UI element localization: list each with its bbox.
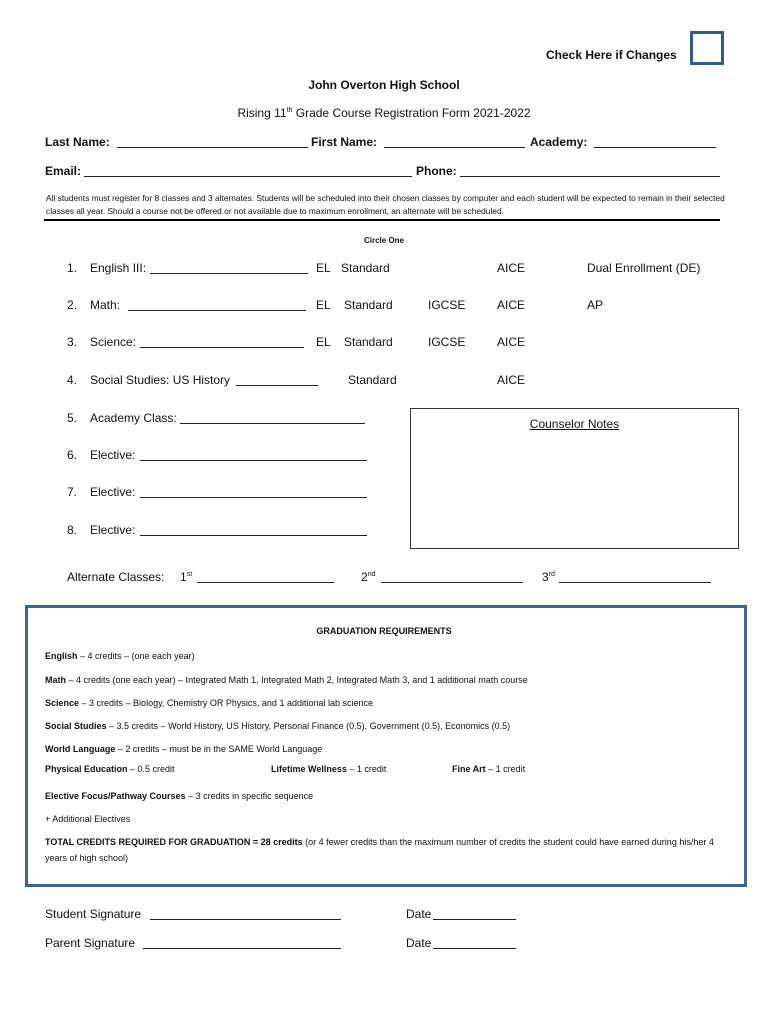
req-total-credits: TOTAL CREDITS REQUIRED FOR GRADUATION = 28 credits (or 4 fewer credits than the maximum number of credits the student could have earned during his/her 4 years of high school) — [45, 837, 714, 863]
course-number: 8. — [67, 523, 78, 537]
school-name: John Overton High School — [308, 78, 460, 92]
course-field[interactable] — [180, 412, 365, 424]
check-changes-label: Check Here if Changes — [546, 48, 677, 62]
form-title: Rising 11th Grade Course Registration Form 2021-2022 — [237, 106, 531, 120]
req-fine-art: Fine Art – 1 credit — [452, 764, 526, 774]
course-field[interactable] — [150, 262, 308, 274]
req-elective-focus: Elective Focus/Pathway Courses – 3 credits in specific sequence — [45, 791, 314, 801]
alternate-3-field[interactable] — [559, 571, 711, 583]
last-name-label: Last Name: — [45, 135, 110, 149]
course-field[interactable] — [128, 299, 306, 311]
course-label: Elective: — [90, 448, 136, 462]
option-el[interactable]: EL — [316, 298, 331, 312]
course-number: 1. — [67, 261, 78, 275]
counselor-notes-title: Counselor Notes — [529, 417, 620, 431]
req-lifetime-wellness: Lifetime Wellness – 1 credit — [271, 764, 387, 774]
option-el[interactable]: EL — [316, 335, 331, 349]
option-aice[interactable]: AICE — [497, 298, 526, 312]
alternate-1-label: 1st — [180, 570, 193, 584]
req-english: English – 4 credits – (one each year) — [45, 651, 195, 661]
email-field[interactable] — [84, 165, 412, 177]
course-number: 7. — [67, 485, 78, 499]
alternate-3-label: 3rd — [542, 570, 555, 584]
course-field[interactable] — [236, 374, 318, 386]
academy-label: Academy: — [530, 135, 588, 149]
divider — [44, 219, 720, 221]
phone-label: Phone: — [416, 164, 457, 178]
course-label: Math: — [90, 298, 121, 312]
phone-field[interactable] — [460, 165, 720, 177]
circle-one-label: Circle One — [363, 236, 404, 245]
course-label: Elective: — [90, 485, 136, 499]
course-label: Academy Class: — [90, 411, 177, 425]
parent-date-label: Date — [406, 936, 432, 950]
req-math: Math – 4 credits (one each year) – Integrated Math 1, Integrated Math 2, Integrated Math 3, and 1 additional math course — [45, 675, 528, 685]
course-number: 2. — [67, 298, 78, 312]
course-label: English III: — [90, 261, 147, 275]
alternate-1-field[interactable] — [197, 571, 334, 583]
first-name-label: First Name: — [311, 135, 378, 149]
option-aice[interactable]: AICE — [497, 261, 526, 275]
alternates-label: Alternate Classes: — [67, 570, 165, 584]
option-aice[interactable]: AICE — [497, 335, 526, 349]
counselor-notes-box[interactable] — [410, 408, 739, 549]
req-science: Science – 3 credits – Biology, Chemistry OR Physics, and 1 additional lab science — [45, 698, 374, 708]
course-number: 5. — [67, 411, 78, 425]
option-ap[interactable]: AP — [587, 298, 604, 312]
option-aice[interactable]: AICE — [497, 373, 526, 387]
student-signature-field[interactable] — [150, 908, 341, 920]
course-label: Science: — [90, 335, 137, 349]
option-standard[interactable]: Standard — [344, 335, 393, 349]
email-label: Email: — [45, 164, 82, 178]
option-igcse[interactable]: IGCSE — [428, 298, 466, 312]
option-standard[interactable]: Standard — [344, 298, 393, 312]
req-world-language: World Language – 2 credits – must be in the SAME World Language — [45, 744, 323, 754]
req-social-studies: Social Studies – 3.5 credits – World History, US History, Personal Finance (0.5), Government (0.5), Economics (0.5) — [45, 721, 511, 731]
parent-date-field[interactable] — [433, 937, 516, 949]
option-dual-enrollment[interactable]: Dual Enrollment (DE) — [587, 261, 701, 275]
course-field[interactable] — [140, 449, 367, 461]
req-additional-electives: + Additional Electives — [45, 814, 131, 824]
course-number: 3. — [67, 335, 78, 349]
course-field[interactable] — [140, 486, 367, 498]
student-date-label: Date — [406, 907, 432, 921]
option-standard[interactable]: Standard — [341, 261, 390, 275]
check-changes-checkbox[interactable] — [690, 31, 724, 65]
option-el[interactable]: EL — [316, 261, 331, 275]
academy-field[interactable] — [594, 136, 716, 148]
course-label: Elective: — [90, 523, 136, 537]
parent-signature-field[interactable] — [143, 937, 341, 949]
first-name-field[interactable] — [384, 136, 525, 148]
course-label: Social Studies: US History — [90, 373, 231, 387]
last-name-field[interactable] — [117, 136, 308, 148]
option-standard[interactable]: Standard — [348, 373, 397, 387]
option-igcse[interactable]: IGCSE — [428, 335, 466, 349]
course-number: 6. — [67, 448, 78, 462]
course-number: 4. — [67, 373, 78, 387]
instructions-text: All students must register for 8 classes and 3 alternates. Students will be scheduled into their chosen classes by computer and each student will be expected to remain in their selected classes all year. Should a course not be offered or not available due to maximum enrollment, an alternate will be scheduled. — [46, 193, 725, 216]
student-date-field[interactable] — [433, 908, 516, 920]
req-physical-education: Physical Education – 0.5 credit — [45, 764, 175, 774]
alternate-2-label: 2nd — [361, 570, 376, 584]
course-field[interactable] — [140, 336, 304, 348]
parent-signature-label: Parent Signature — [45, 936, 136, 950]
graduation-title: GRADUATION REQUIREMENTS — [316, 626, 452, 636]
student-signature-label: Student Signature — [45, 907, 142, 921]
alternate-2-field[interactable] — [381, 571, 523, 583]
course-field[interactable] — [140, 524, 367, 536]
